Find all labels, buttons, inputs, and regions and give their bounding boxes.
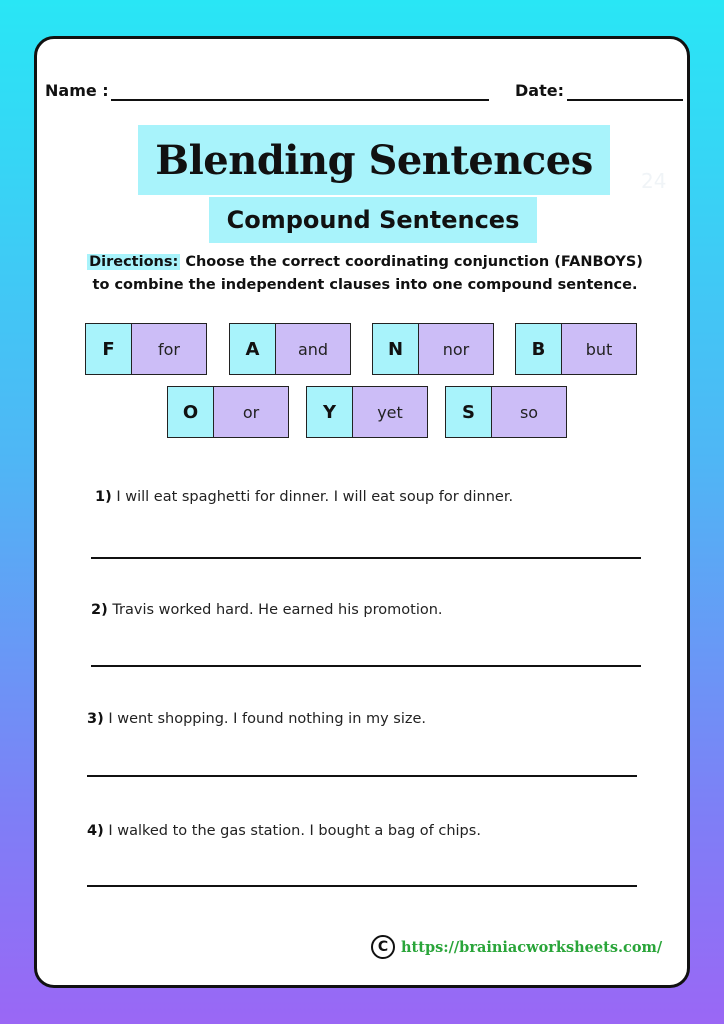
fanboy-but xyxy=(515,323,637,375)
fanboy-word: or xyxy=(214,387,288,437)
directions xyxy=(67,251,663,297)
name-field-line[interactable] xyxy=(111,99,489,101)
fanboy-word: nor xyxy=(419,324,493,374)
fanboy-word: and xyxy=(276,324,350,374)
footer xyxy=(371,935,662,959)
question-4 xyxy=(87,823,724,839)
fanboy-word: so xyxy=(492,387,566,437)
name-label: Name : xyxy=(45,81,109,100)
page-title: Blending Sentences xyxy=(155,136,593,184)
fanboy-letter: F xyxy=(86,324,132,374)
fanboy-nor xyxy=(372,323,494,375)
fanboy-letter: B xyxy=(516,324,562,374)
subtitle-banner xyxy=(209,197,537,243)
fanboy-letter: Y xyxy=(307,387,353,437)
page-number: 24 xyxy=(641,169,667,193)
fanboy-for xyxy=(85,323,207,375)
fanboy-word: but xyxy=(562,324,636,374)
answer-line-1[interactable] xyxy=(91,557,641,559)
website-link[interactable]: https://brainiacworksheets.com/ xyxy=(401,938,663,956)
header-fields xyxy=(37,81,687,111)
fanboy-and xyxy=(229,323,351,375)
fanboy-letter: S xyxy=(446,387,492,437)
question-1 xyxy=(95,489,724,505)
answer-line-3[interactable] xyxy=(87,775,637,777)
fanboy-yet xyxy=(306,386,428,438)
question-number: 4) xyxy=(87,823,104,839)
directions-text-line1: Choose the correct coordinating conjunction (FANBOYS) xyxy=(180,254,643,270)
directions-text-line2: to combine the independent clauses into one compound sentence. xyxy=(92,277,638,293)
fanboy-word: yet xyxy=(353,387,427,437)
question-number: 3) xyxy=(87,711,104,727)
answer-line-2[interactable] xyxy=(91,665,641,667)
date-field-line[interactable] xyxy=(567,99,683,101)
question-text: I will eat spaghetti for dinner. I will eat soup for dinner. xyxy=(111,489,514,505)
fanboy-or xyxy=(167,386,289,438)
fanboy-letter: A xyxy=(230,324,276,374)
page-subtitle: Compound Sentences xyxy=(226,206,520,234)
date-label: Date: xyxy=(515,81,564,100)
fanboy-word: for xyxy=(132,324,206,374)
title-banner xyxy=(138,125,610,195)
worksheet-page xyxy=(34,36,690,988)
question-number: 2) xyxy=(91,602,108,618)
question-text: I walked to the gas station. I bought a bag of chips. xyxy=(103,823,481,839)
copyright-icon: C xyxy=(371,935,395,959)
fanboy-so xyxy=(445,386,567,438)
question-2 xyxy=(91,602,724,618)
answer-line-4[interactable] xyxy=(87,885,637,887)
question-text: Travis worked hard. He earned his promotion. xyxy=(107,602,443,618)
question-3 xyxy=(87,711,724,727)
fanboy-letter: N xyxy=(373,324,419,374)
question-text: I went shopping. I found nothing in my size. xyxy=(103,711,427,727)
fanboy-letter: O xyxy=(168,387,214,437)
directions-label: Directions: xyxy=(89,254,179,270)
question-number: 1) xyxy=(95,489,112,505)
